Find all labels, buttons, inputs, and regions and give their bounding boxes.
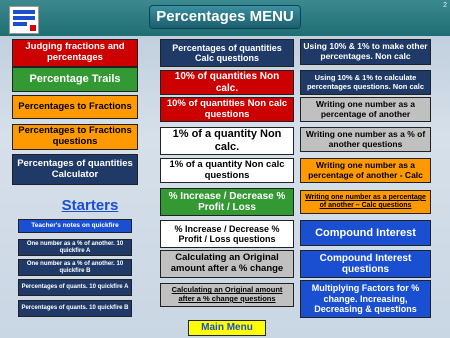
quickfire-b-quants-button[interactable]: Percentages of quants. 10 quickfire B [18, 300, 132, 317]
percent-increase-decrease-questions-button[interactable]: % Increase / Decrease % Profit / Loss questions [160, 220, 294, 248]
starters-heading: Starters [61, 197, 119, 214]
compound-interest-questions-button[interactable]: Compound Interest questions [300, 250, 431, 278]
one-number-as-percentage-calc-questions-button[interactable]: Writing one number as a percentage of another – Calc questions [300, 190, 431, 214]
percentage-trails-button[interactable]: Percentage Trails [12, 67, 138, 92]
logo-icon [9, 6, 39, 34]
main-menu-button[interactable]: Main Menu [188, 320, 266, 336]
one-percent-non-calc-questions-button[interactable]: 1% of a quantity Non calc questions [160, 158, 294, 183]
compound-interest-button[interactable]: Compound Interest [300, 220, 431, 246]
percent-increase-decrease-button[interactable]: % Increase / Decrease % Profit / Loss [160, 188, 294, 216]
calculating-original-amount-questions-button[interactable]: Calculating an Original amount after a % change questions [160, 283, 294, 307]
corner-mark: 2 [443, 2, 447, 9]
using-ten-and-one-percent-button[interactable]: Using 10% & 1% to make other percentages. Non calc [300, 39, 431, 65]
one-number-as-percentage-questions-button[interactable]: Writing one number as a % of another questions [300, 127, 431, 152]
one-number-as-percentage-button[interactable]: Writing one number as a percentage of another [300, 97, 431, 122]
one-percent-non-calc-button[interactable]: 1% of a quantity Non calc. [160, 127, 294, 155]
title-bar [0, 0, 450, 36]
percentages-to-fractions-button[interactable]: Percentages to Fractions [12, 95, 138, 119]
quickfire-a-quants-button[interactable]: Percentages of quants. 10 quickfire A [18, 279, 132, 296]
percentages-of-quantities-calc-questions-button[interactable]: Percentages of quantities Calc questions [160, 39, 294, 67]
quickfire-b-one-number-button[interactable]: One number as a % of another. 10 quickfire B [18, 259, 132, 276]
multiplying-factors-button[interactable]: Multiplying Factors for % change. Increasing, Decreasing & questions [300, 280, 431, 318]
calculating-original-amount-button[interactable]: Calculating an Original amount after a % change [160, 250, 294, 278]
teacher-notes-button[interactable]: Teacher's notes on quickfire [18, 219, 132, 233]
ten-percent-non-calc-button[interactable]: 10% of quantities Non calc. [160, 70, 294, 95]
judging-fractions-button[interactable]: Judging fractions and percentages [12, 39, 138, 67]
ten-percent-non-calc-questions-button[interactable]: 10% of quantities Non calc questions [160, 97, 294, 122]
percentages-of-quantities-calculator-button[interactable]: Percentages of quantities Calculator [12, 154, 138, 185]
percentages-to-fractions-questions-button[interactable]: Percentages to Fractions questions [12, 124, 138, 150]
quickfire-a-one-number-button[interactable]: One number as a % of another. 10 quickfire A [18, 239, 132, 256]
using-ten-and-one-percent-questions-button[interactable]: Using 10% & 1% to calculate percentages questions. Non calc [300, 70, 431, 95]
one-number-as-percentage-calc-button[interactable]: Writing one number as a percentage of another - Calc [300, 158, 431, 183]
page-title: Percentages MENU [150, 6, 300, 28]
